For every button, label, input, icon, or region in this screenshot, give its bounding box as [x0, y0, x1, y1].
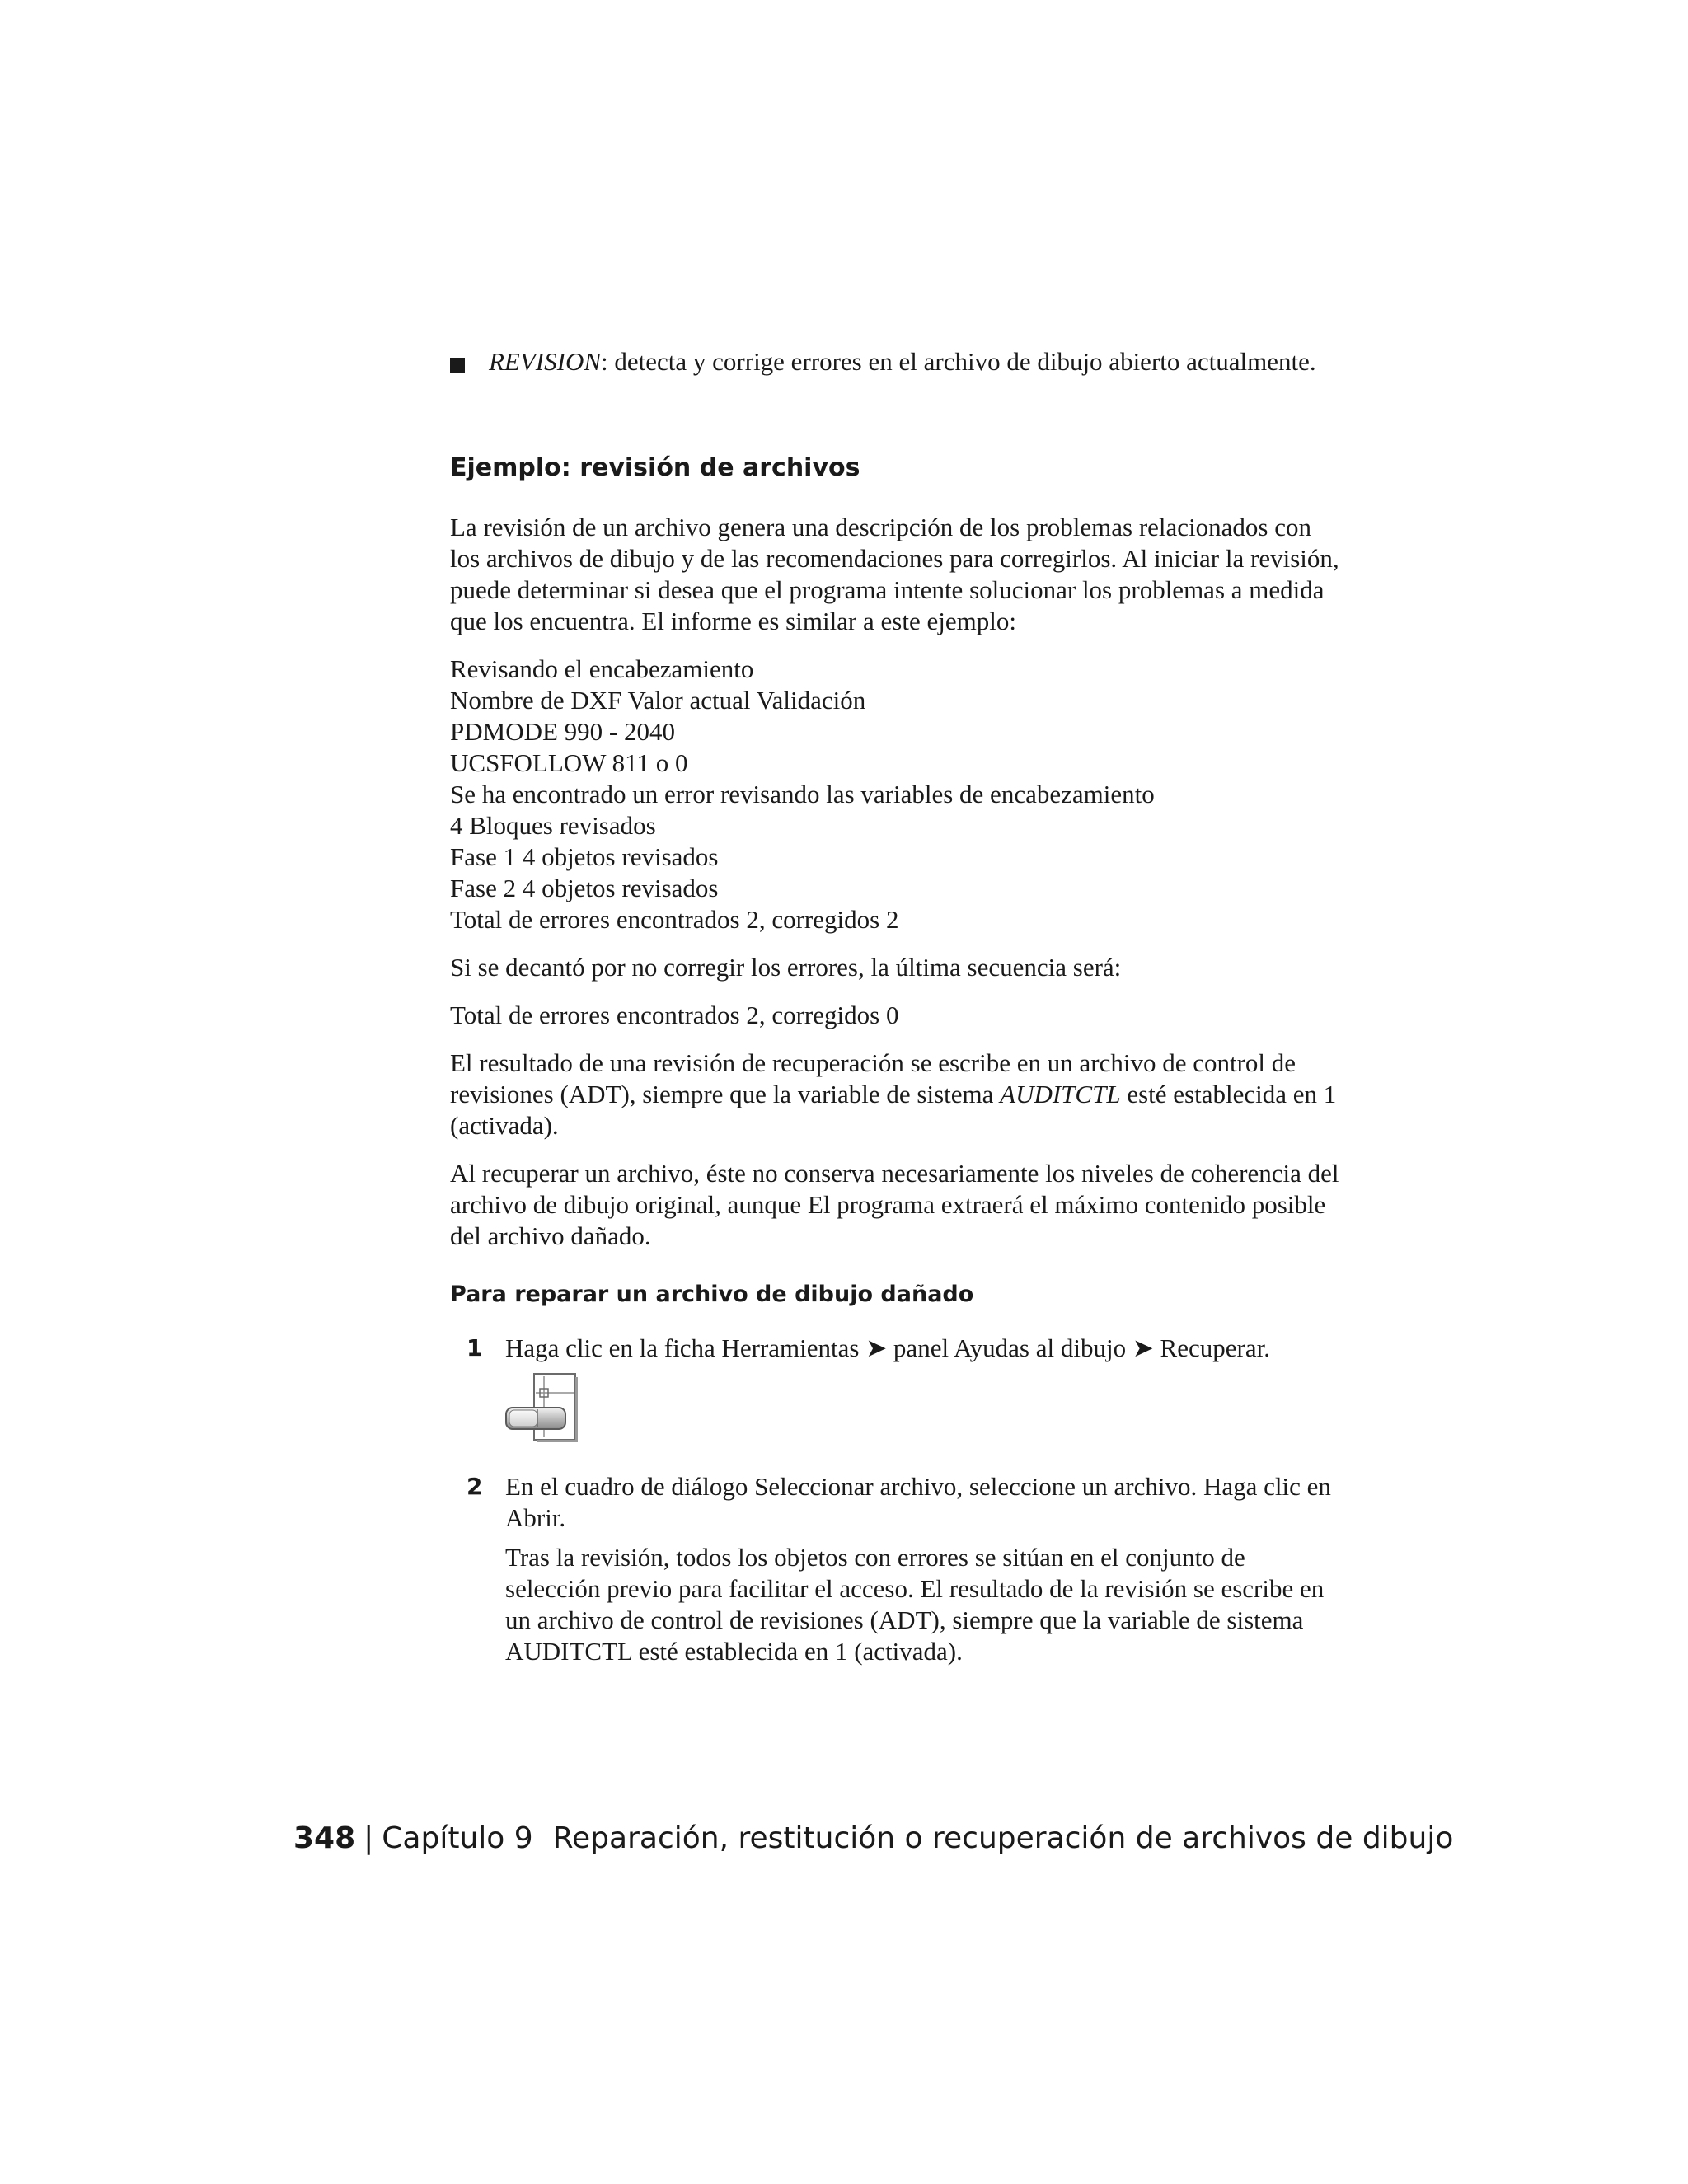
page-footer	[293, 1820, 1453, 1858]
no-fix-paragraph: Si se decantó por no corregir los errores, la última secuencia será:	[450, 953, 1122, 982]
step-1	[450, 1333, 1340, 1364]
bullet-term: REVISION	[489, 347, 602, 376]
procedure-heading: Para reparar un archivo de dibujo dañado	[450, 1282, 974, 1307]
result-paragraph	[450, 1047, 1340, 1141]
report-line: PDMODE 990 - 2040	[450, 717, 675, 746]
example-heading: Ejemplo: revisión de archivos	[450, 453, 860, 482]
no-fix-line: Total de errores encontrados 2, corregidos 0	[450, 1001, 899, 1029]
report-line: Revisando el encabezamiento	[450, 654, 754, 683]
report-listing	[450, 654, 1340, 935]
footer-separator: |	[363, 1821, 374, 1855]
bullet-item-revision	[450, 346, 1332, 377]
result-text-after: esté establecida en 1 (activada).	[450, 1080, 1337, 1140]
step-number: 2	[467, 1473, 483, 1500]
recover-paragraph: Al recuperar un archivo, éste no conserva necesariamente los niveles de coherencia del archivo de dibujo original, aunque El programa extraerá el máximo contenido posible del archivo dañado.	[450, 1159, 1339, 1250]
report-line: Nombre de DXF Valor actual Validación	[450, 686, 866, 715]
report-line: UCSFOLLOW 811 o 0	[450, 748, 688, 777]
result-text-before: El resultado de una revisión de recuperación se escribe en un archivo de control de revisiones (ADT), siempre que la variable de sistema	[450, 1048, 1296, 1108]
step-number: 1	[467, 1334, 483, 1361]
step-note: Tras la revisión, todos los objetos con errores se sitúan en el conjunto de selección previo para facilitar el acceso. El resultado de la revisión se escribe en un archivo de control de revisiones (ADT), siempre que la variable de sistema AUDITCTL esté establecida en 1 (activada).	[505, 1543, 1325, 1666]
report-line: Total de errores encontrados 2, corregidos 2	[450, 905, 899, 934]
report-line: Fase 1 4 objetos revisados	[450, 842, 719, 871]
step-text: Haga clic en la ficha Herramientas ➤ panel Ayudas al dibujo ➤ Recuperar.	[505, 1333, 1270, 1362]
square-bullet-icon	[450, 358, 465, 373]
report-line: Fase 2 4 objetos revisados	[450, 874, 719, 902]
page-number: 348	[293, 1821, 356, 1855]
step-2	[450, 1471, 1340, 1667]
report-line: 4 Bloques revisados	[450, 811, 656, 840]
intro-paragraph: La revisión de un archivo genera una descripción de los problemas relacionados con los archivos de dibujo y de las recomendaciones para corregirlos. Al iniciar la revisión, puede determinar si desea que el programa intente solucionar los problemas a medida que los encuentra. El informe es similar a este ejemplo:	[450, 513, 1339, 635]
bullet-text	[489, 346, 1332, 377]
recover-tool-icon	[504, 1371, 580, 1444]
step-text: En el cuadro de diálogo Seleccionar archivo, seleccione un archivo. Haga clic en Abrir.	[505, 1472, 1331, 1532]
auditctl-term: AUDITCTL	[1000, 1080, 1121, 1108]
footer-chapter-title: Reparación, restitución o recuperación de archivos de dibujo	[552, 1821, 1454, 1855]
footer-chapter: Capítulo 9	[382, 1821, 533, 1855]
report-line: Se ha encontrado un error revisando las variables de encabezamiento	[450, 780, 1155, 808]
bullet-description: : detecta y corrige errores en el archivo de dibujo abierto actualmente.	[601, 347, 1316, 376]
